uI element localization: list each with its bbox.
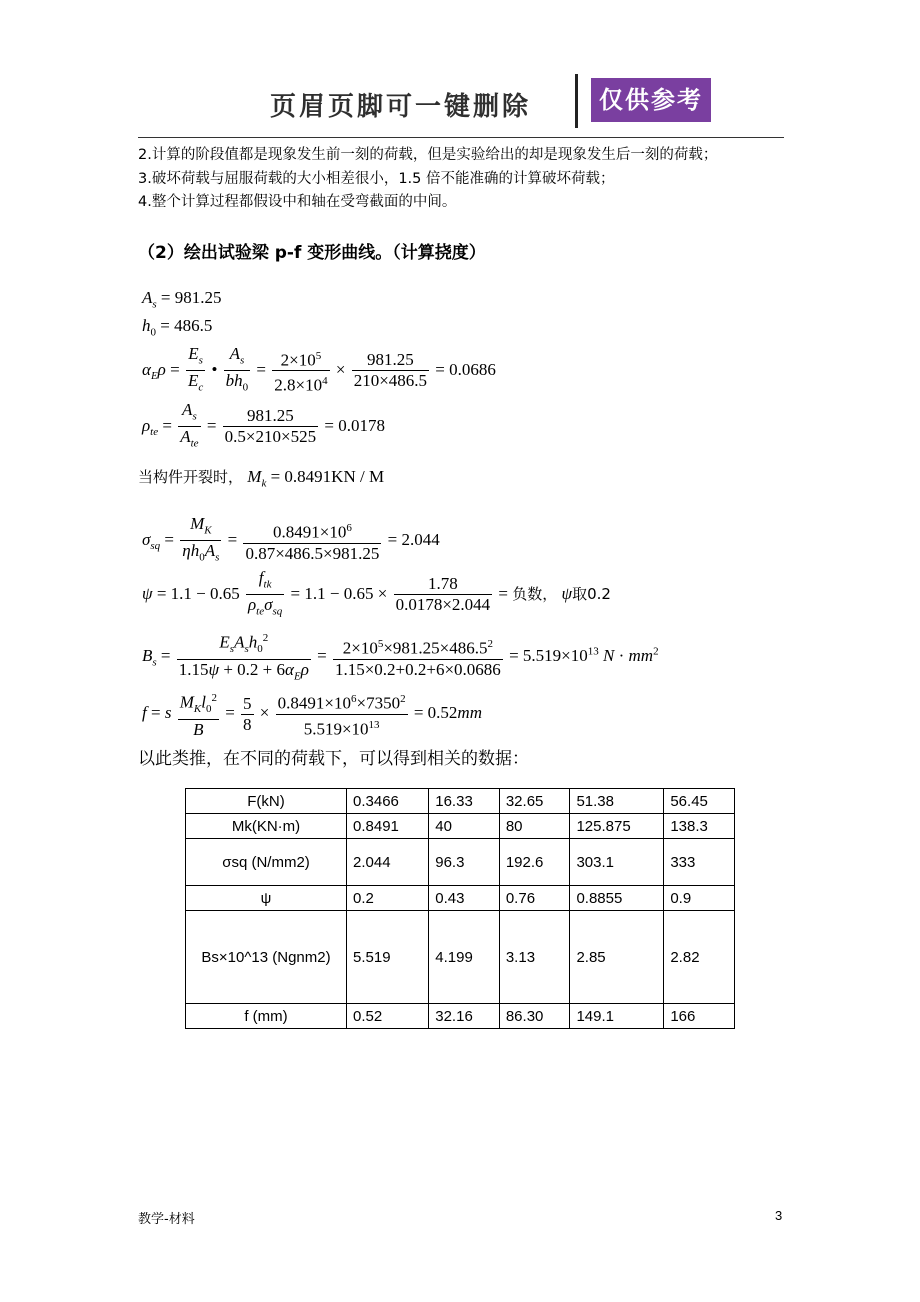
- rho-result: 0.0178: [338, 415, 385, 435]
- table-cell: 138.3: [664, 814, 735, 839]
- crack-text: 当构件开裂时，: [138, 468, 244, 486]
- table-cell: 3.13: [499, 911, 570, 1004]
- table-row: [186, 911, 735, 1004]
- note-2: 2.计算的阶段值都是现象发生前一刻的荷载，但是实验给出的却是现象发生后一刻的荷载；: [138, 147, 718, 163]
- B-num: 2×10: [342, 639, 378, 659]
- table-row: [186, 839, 735, 886]
- row-label: ψ: [186, 886, 347, 911]
- B-num-rest: ×981.25×486.5: [383, 639, 488, 659]
- alpha-den1: 2.8×10: [274, 376, 323, 396]
- header-text: 页眉页脚可一键删除: [270, 92, 532, 122]
- table-cell: 32.16: [429, 1004, 500, 1029]
- note-4: 4.整个计算过程都假设中和轴在受弯截面的中间。: [138, 194, 457, 210]
- results-table: [185, 788, 735, 1029]
- row-label: F(kN): [186, 789, 347, 814]
- f-den: 5.519×10: [303, 719, 369, 739]
- Mk-value: 0.8491KN / M: [284, 467, 385, 486]
- table-cell: 0.8855: [570, 886, 664, 911]
- table-cell: 192.6: [499, 839, 570, 886]
- rho-num: 981.25: [223, 406, 318, 427]
- summary-paragraph: 以此类推，在不同的荷载下，可以得到相关的数据：: [138, 749, 529, 769]
- f-num-rest: ×7350: [356, 693, 401, 713]
- table-cell: 51.38: [570, 789, 664, 814]
- row-label: f (mm): [186, 1004, 347, 1029]
- formula-rho-te: $\rho_{te}$ = $\frac{A_s}{A_{te}}$ = $\frac{981.25}{0.5\times 210\times 525}$ = 0.0178: [142, 400, 385, 450]
- row-label: Bs×10^13 (Ngnm2): [186, 911, 347, 1004]
- psi-take: 取0.2: [572, 584, 611, 603]
- row-label: Mk(KN·m): [186, 814, 347, 839]
- table-cell: 5.519: [347, 911, 429, 1004]
- formula-alpha-rho: $\alpha_E\rho$ = $\frac{E_s}{E_c}$ • $\frac{A_s}{bh_0}$ = $\frac{2\times 10^5}{2.8\times 10^4}$ × $\frac{981.25}{210\times 486.5}$ = 0.0686: [142, 344, 496, 396]
- table-cell: 0.2: [347, 886, 429, 911]
- psi-den: 0.0178×2.044: [395, 595, 491, 615]
- formula-As: $A_s = 981.25$: [142, 288, 222, 311]
- reference-badge: 仅供参考: [591, 78, 711, 122]
- sigma-den: 0.87×486.5×981.25: [245, 543, 380, 563]
- table-row: [186, 886, 735, 911]
- table-cell: 333: [664, 839, 735, 886]
- table-cell: 56.45: [664, 789, 735, 814]
- rho-den: 0.5×210×525: [224, 427, 317, 447]
- sigma-result: 2.044: [401, 529, 440, 549]
- header-divider: [575, 74, 578, 128]
- table-cell: 0.76: [499, 886, 570, 911]
- B-result: 5.519×10: [522, 646, 588, 666]
- header-rule: [138, 137, 784, 138]
- formula-Mk: 当构件开裂时， $M_k = 0.8491KN / M$: [138, 467, 385, 490]
- footer-label: 教学-材料: [138, 1212, 195, 1227]
- table-cell: 32.65: [499, 789, 570, 814]
- table-cell: 40: [429, 814, 500, 839]
- psi-num: 1.78: [394, 574, 493, 595]
- formula-f: f = s $\frac{M_Kl_0^2}{B}$ = $\frac{5}{8}$ × $\frac{0.8491\times 10^6\times 7350^2}{5.519\times 10^{13}}$ = 0.52mm: [142, 688, 482, 740]
- table-cell: 80: [499, 814, 570, 839]
- note-3: 3.破坏荷载与屈服荷载的大小相差很小，1.5 倍不能准确的计算破坏荷载；: [138, 171, 615, 187]
- formula-sigma: $\sigma_{sq}$ = $\frac{M_K}{\eta h_0A_s}$ = $\frac{0.8491\times 10^6}{0.87\times 486.5\times 981.25}$ = 2.044: [142, 514, 440, 564]
- psi-result: 负数，: [512, 584, 558, 603]
- table-cell: 2.82: [664, 911, 735, 1004]
- As-value: 981.25: [174, 288, 222, 307]
- formula-psi: ψ = 1.1 − 0.65 $\frac{f_{tk}}{\rho_{te}\sigma_{sq}}$ = 1.1 − 0.65 × $\frac{1.78}{0.0178\times 2.044}$ = 负数， ψ取0.2: [142, 568, 611, 618]
- f-num: 0.8491×10: [277, 693, 351, 713]
- section-heading: （2）绘出试验梁 p-f 变形曲线。（计算挠度）: [138, 243, 486, 263]
- table-cell: 96.3: [429, 839, 500, 886]
- table-row: [186, 1004, 735, 1029]
- table-cell: 0.43: [429, 886, 500, 911]
- alpha-den2: 210×486.5: [353, 371, 428, 391]
- table-cell: 2.044: [347, 839, 429, 886]
- page-number: 3: [775, 1208, 783, 1223]
- table-cell: 149.1: [570, 1004, 664, 1029]
- table-cell: 4.199: [429, 911, 500, 1004]
- row-label: σsq (N/mm2): [186, 839, 347, 886]
- table-cell: 303.1: [570, 839, 664, 886]
- table-cell: 2.85: [570, 911, 664, 1004]
- table-cell: 16.33: [429, 789, 500, 814]
- table-cell: 86.30: [499, 1004, 570, 1029]
- B-den: 1.15×0.2+0.2+6×0.0686: [334, 660, 501, 680]
- formula-Bs: $B_s$ = $\frac{E_sA_sh_0^2}{1.15\psi + 0.2 + 6\alpha_E\rho}$ = $\frac{2\times 10^5\times 981.25\times 486.5^2}{1.15\times 0.2+0.2+6\times 0.0686}$ = $5.519\times 10^{13}$ $N \cdot mm^2$: [142, 628, 659, 686]
- alpha-num1: 2×10: [280, 350, 316, 370]
- table-cell: 0.3466: [347, 789, 429, 814]
- table-row: [186, 789, 735, 814]
- alpha-num2: 981.25: [352, 350, 429, 371]
- table-row: [186, 814, 735, 839]
- f-result: 0.52: [427, 702, 458, 722]
- table-cell: 166: [664, 1004, 735, 1029]
- sigma-num: 0.8491×10: [273, 522, 347, 542]
- h0-value: 486.5: [174, 316, 213, 335]
- table-cell: 0.52: [347, 1004, 429, 1029]
- table-cell: 0.9: [664, 886, 735, 911]
- alpha-result: 0.0686: [449, 359, 496, 379]
- table-cell: 0.8491: [347, 814, 429, 839]
- table-cell: 125.875: [570, 814, 664, 839]
- formula-h0: $h_0 = 486.5$: [142, 316, 213, 339]
